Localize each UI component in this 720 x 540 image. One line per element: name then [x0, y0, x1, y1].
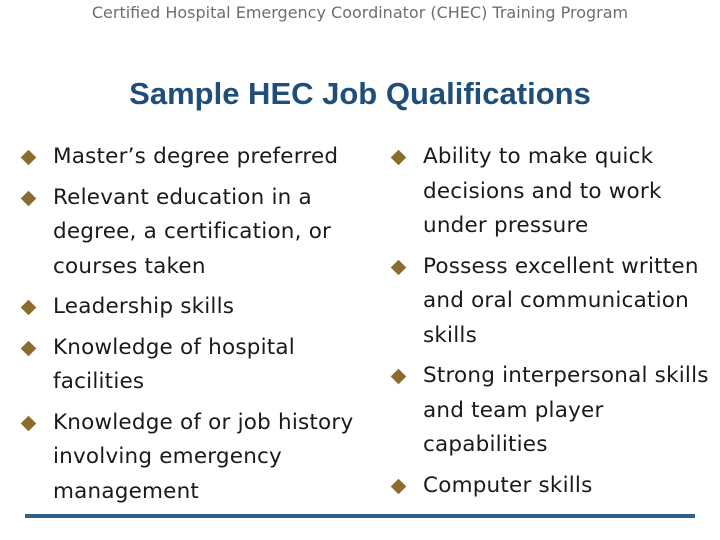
diamond-bullet-icon: [391, 478, 407, 494]
diamond-bullet-icon: [21, 300, 37, 316]
list-item-text: Knowledge of or job history involving emergency management: [53, 409, 354, 504]
list-item-text: Ability to make quick decisions and to work under pressure: [423, 144, 662, 238]
list-item: [390, 140, 710, 244]
list-item-text: Relevant education in a degree, a certification, or courses taken: [53, 184, 332, 279]
diamond-bullet-icon: [21, 190, 37, 206]
list-item-text: Computer skills: [423, 472, 593, 498]
list-item: [390, 359, 710, 463]
diamond-bullet-icon: [21, 150, 37, 166]
qualifications-list-left: [20, 140, 375, 515]
list-item: [390, 469, 710, 504]
slide-title: Sample HEC Job Qualifications: [129, 76, 591, 111]
list-item: [20, 331, 375, 400]
list-item: [390, 250, 710, 354]
list-item-text: Knowledge of hospital facilities: [53, 334, 295, 394]
diamond-bullet-icon: [391, 150, 407, 166]
list-item-text: Master’s degree preferred: [53, 144, 339, 169]
qualifications-list-right: [390, 140, 710, 509]
slide-header: Certified Hospital Emergency Coordinator (CHEC) Training Program: [91, 3, 629, 22]
diamond-bullet-icon: [21, 340, 37, 356]
list-item-text: Strong interpersonal skills and team player capabilities: [423, 363, 709, 457]
list-item-text: Possess excellent written and oral communication skills: [423, 253, 699, 348]
diamond-bullet-icon: [21, 415, 37, 431]
diamond-bullet-icon: [391, 369, 407, 385]
diamond-bullet-icon: [391, 259, 407, 275]
list-item: [20, 140, 375, 175]
list-item: [20, 181, 375, 285]
list-item-text: Leadership skills: [53, 294, 235, 319]
footer-divider: [25, 514, 695, 518]
list-item: [20, 290, 375, 325]
list-item: [20, 406, 375, 510]
